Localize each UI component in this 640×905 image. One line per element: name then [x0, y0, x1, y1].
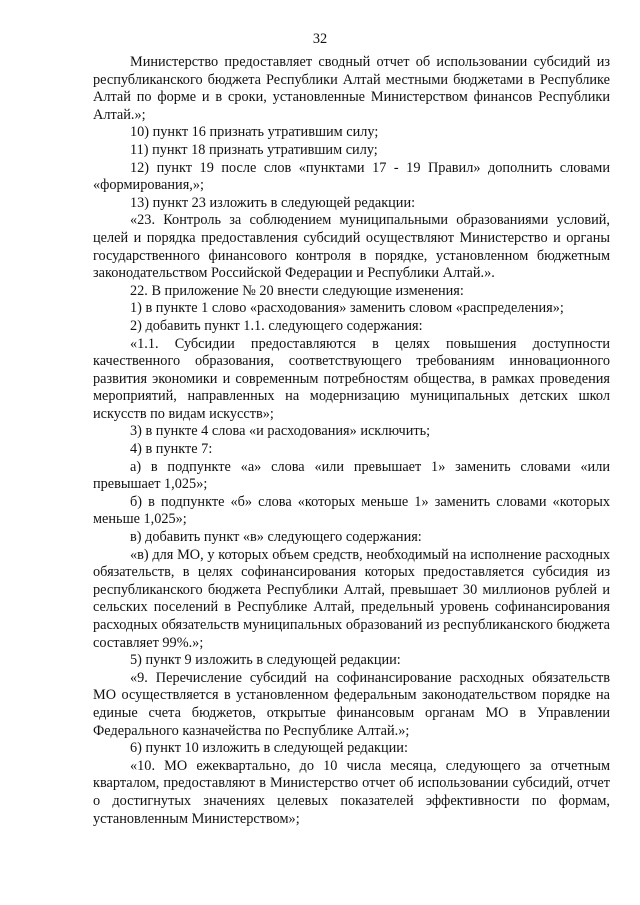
- paragraph-clause-9: «9. Перечисление субсидий на софинансирование расходных обязательств МО осуществляется в установленном федеральным законодательством порядке на единые счета бюджетов, открытые финансовым органам МО в Управлении Федерального казначейства по Республике Алтай.»;: [93, 669, 610, 739]
- paragraph-sub-4: 4) в пункте 7:: [130, 441, 213, 458]
- paragraph-sub-1: 1) в пункте 1 слово «расходования» заменить словом «распределения»;: [130, 300, 564, 317]
- paragraph-item-10: 10) пункт 16 признать утратившим силу;: [130, 124, 379, 141]
- paragraph-sub-5: 5) пункт 9 изложить в следующей редакции:: [130, 652, 401, 669]
- paragraph-item-11: 11) пункт 18 признать утратившим силу;: [130, 141, 378, 158]
- paragraph-clause-1-1: «1.1. Субсидии предоставляются в целях повышения доступности качественного образования, соответствующего требованиям инновационного развития экономики и современным потребностям общества, в рамках проведения мероприятий, направленных на модернизацию муниципальных детских школ искусств по видам искусств»;: [93, 335, 610, 422]
- paragraph-clause-10: «10. МО ежеквартально, до 10 числа месяца, следующего за отчетным кварталом, предоставляют в Министерство отчет об использовании субсидий, отчет о достигнутых значениях целевых показателей эффективности по формам, установленным Министерством»;: [93, 757, 610, 827]
- paragraph-item-12: 12) пункт 19 после слов «пунктами 17 - 19 Правил» дополнить словами «формирования,»;: [93, 159, 610, 194]
- document-body: [93, 54, 610, 828]
- paragraph-sub-6: 6) пункт 10 изложить в следующей редакции:: [130, 740, 408, 757]
- paragraph-sub-4v: в) добавить пункт «в» следующего содержания:: [130, 529, 422, 546]
- paragraph-sub-4a: а) в подпункте «а» слова «или превышает 1» заменить словами «или превышает 1,025»;: [93, 458, 610, 493]
- paragraph-sub-3: 3) в пункте 4 слова «и расходования» исключить;: [130, 423, 431, 440]
- paragraph-sub-4b: б) в подпункте «б» слова «которых меньше 1» заменить словами «которых меньше 1,025»;: [93, 493, 610, 528]
- paragraph-clause-23: «23. Контроль за соблюдением муниципальными образованиями условий, целей и порядка предоставления субсидий осуществляют Министерство и органы государственного финансового контроля в порядке, установленном бюджетным законодательством Российской Федерации и Республики Алтай.».: [93, 212, 610, 282]
- paragraph-clause-v: «в) для МО, у которых объем средств, необходимый на исполнение расходных обязательств, в целях софинансирования которых предоставляется субсидия из республиканского бюджета Республики Алтай, превышает 30 миллионов рублей и сельских поселений в Республике Алтай, предельный уровень софинансирования расходных обязательств муниципальных образований из республиканского бюджета составляет 99%.»;: [93, 546, 610, 651]
- page-number: 32: [312, 31, 328, 47]
- paragraph-sub-2: 2) добавить пункт 1.1. следующего содержания:: [130, 317, 423, 334]
- paragraph-ministry-report: Министерство предоставляет сводный отчет об использовании субсидий из республиканского бюджета Республики Алтай местными бюджетами в Республике Алтай по форме и в сроки, установленные Министерством финансов Республики Алтай.»;: [93, 54, 610, 123]
- paragraph-appendix-20: 22. В приложение № 20 внести следующие изменения:: [130, 282, 464, 299]
- paragraph-item-13: 13) пункт 23 изложить в следующей редакции:: [130, 194, 416, 211]
